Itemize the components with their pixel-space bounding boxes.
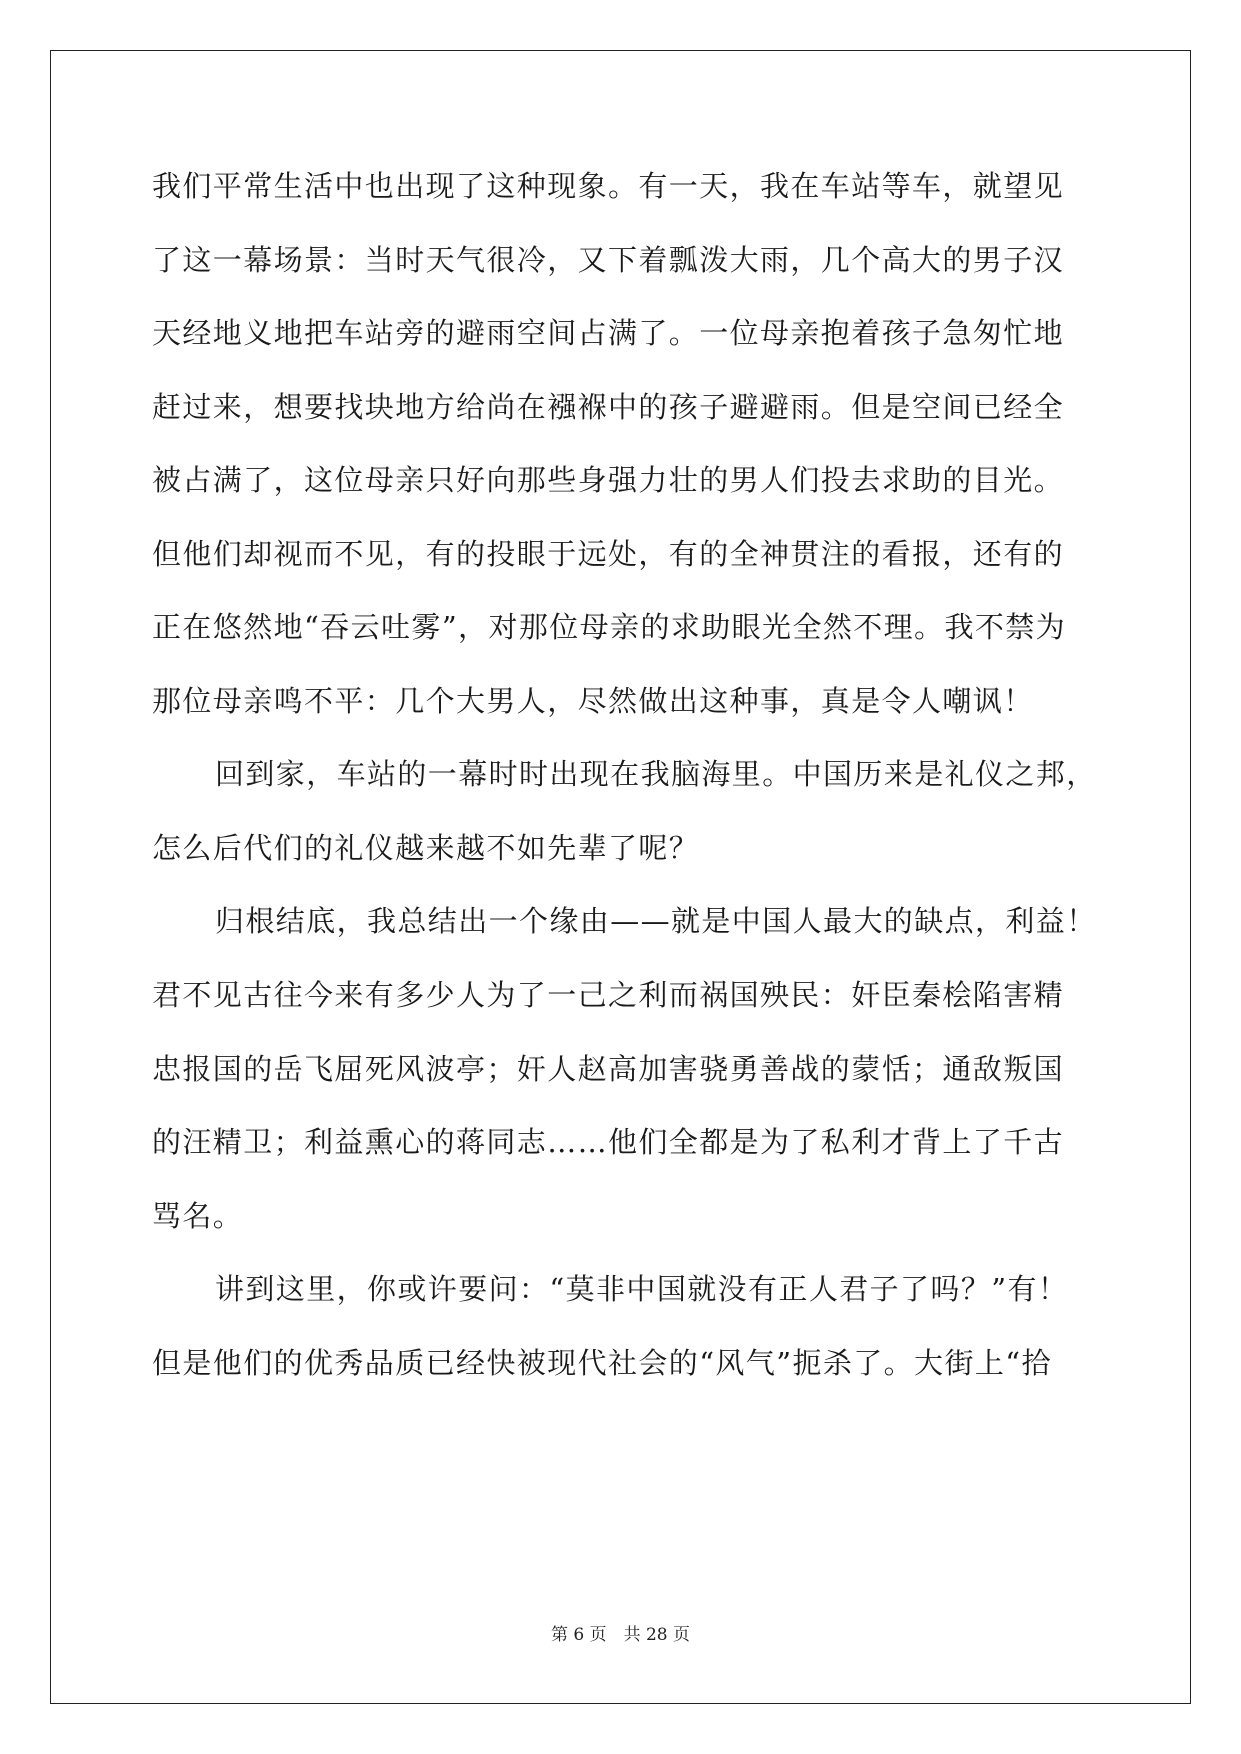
page-border xyxy=(50,50,1191,1704)
text-line: 我们平常生活中也出现了这种现象。有一天，我在车站等车，就望见 xyxy=(152,169,1065,203)
text-line: 骂名。 xyxy=(152,1199,244,1233)
text-line: 正在悠然地“吞云吐雾”，对那位母亲的求助眼光全然不理。我不禁为 xyxy=(152,610,1067,644)
text-line: 怎么后代们的礼仪越来越不如先辈了呢？ xyxy=(152,831,700,865)
text-line: 被占满了，这位母亲只好向那些身强力壮的男人们投去求助的目光。 xyxy=(152,463,1065,497)
paragraph-start-line: 回到家，车站的一幕时时出现在我脑海里。中国历来是礼仪之邦， xyxy=(215,757,1097,791)
page-number: 第 6 页 共 28 页 xyxy=(550,1625,691,1645)
text-line: 忠报国的岳飞屈死风波亭；奸人赵高加害骁勇善战的蒙恬；通敌叛国 xyxy=(152,1052,1065,1086)
text-line: 但他们却视而不见，有的投眼于远处，有的全神贯注的看报，还有的 xyxy=(152,537,1065,571)
text-line: 但是他们的优秀品质已经快被现代社会的“风气”扼杀了。大街上“拾 xyxy=(152,1346,1052,1380)
text-line: 赶过来，想要找块地方给尚在襁褓中的孩子避避雨。但是空间已经全 xyxy=(152,390,1065,424)
text-line: 那位母亲鸣不平：几个大男人，尽然做出这种事，真是令人嘲讽！ xyxy=(152,684,1034,718)
text-line: 天经地义地把车站旁的避雨空间占满了。一位母亲抱着孩子急匆忙地 xyxy=(152,316,1065,350)
text-line: 君不见古往今来有多少人为了一己之利而祸国殃民：奸臣秦桧陷害精 xyxy=(152,978,1065,1012)
paragraph-start-line: 讲到这里，你或许要问：“莫非中国就没有正人君子了吗？”有！ xyxy=(215,1272,1069,1306)
text-line: 的汪精卫；利益熏心的蒋同志……他们全都是为了私利才背上了千古 xyxy=(152,1125,1065,1159)
paragraph-start-line: 归根结底，我总结出一个缘由——就是中国人最大的缺点，利益！ xyxy=(215,904,1097,938)
text-line: 了这一幕场景：当时天气很冷，又下着瓢泼大雨，几个高大的男子汉 xyxy=(152,243,1065,277)
